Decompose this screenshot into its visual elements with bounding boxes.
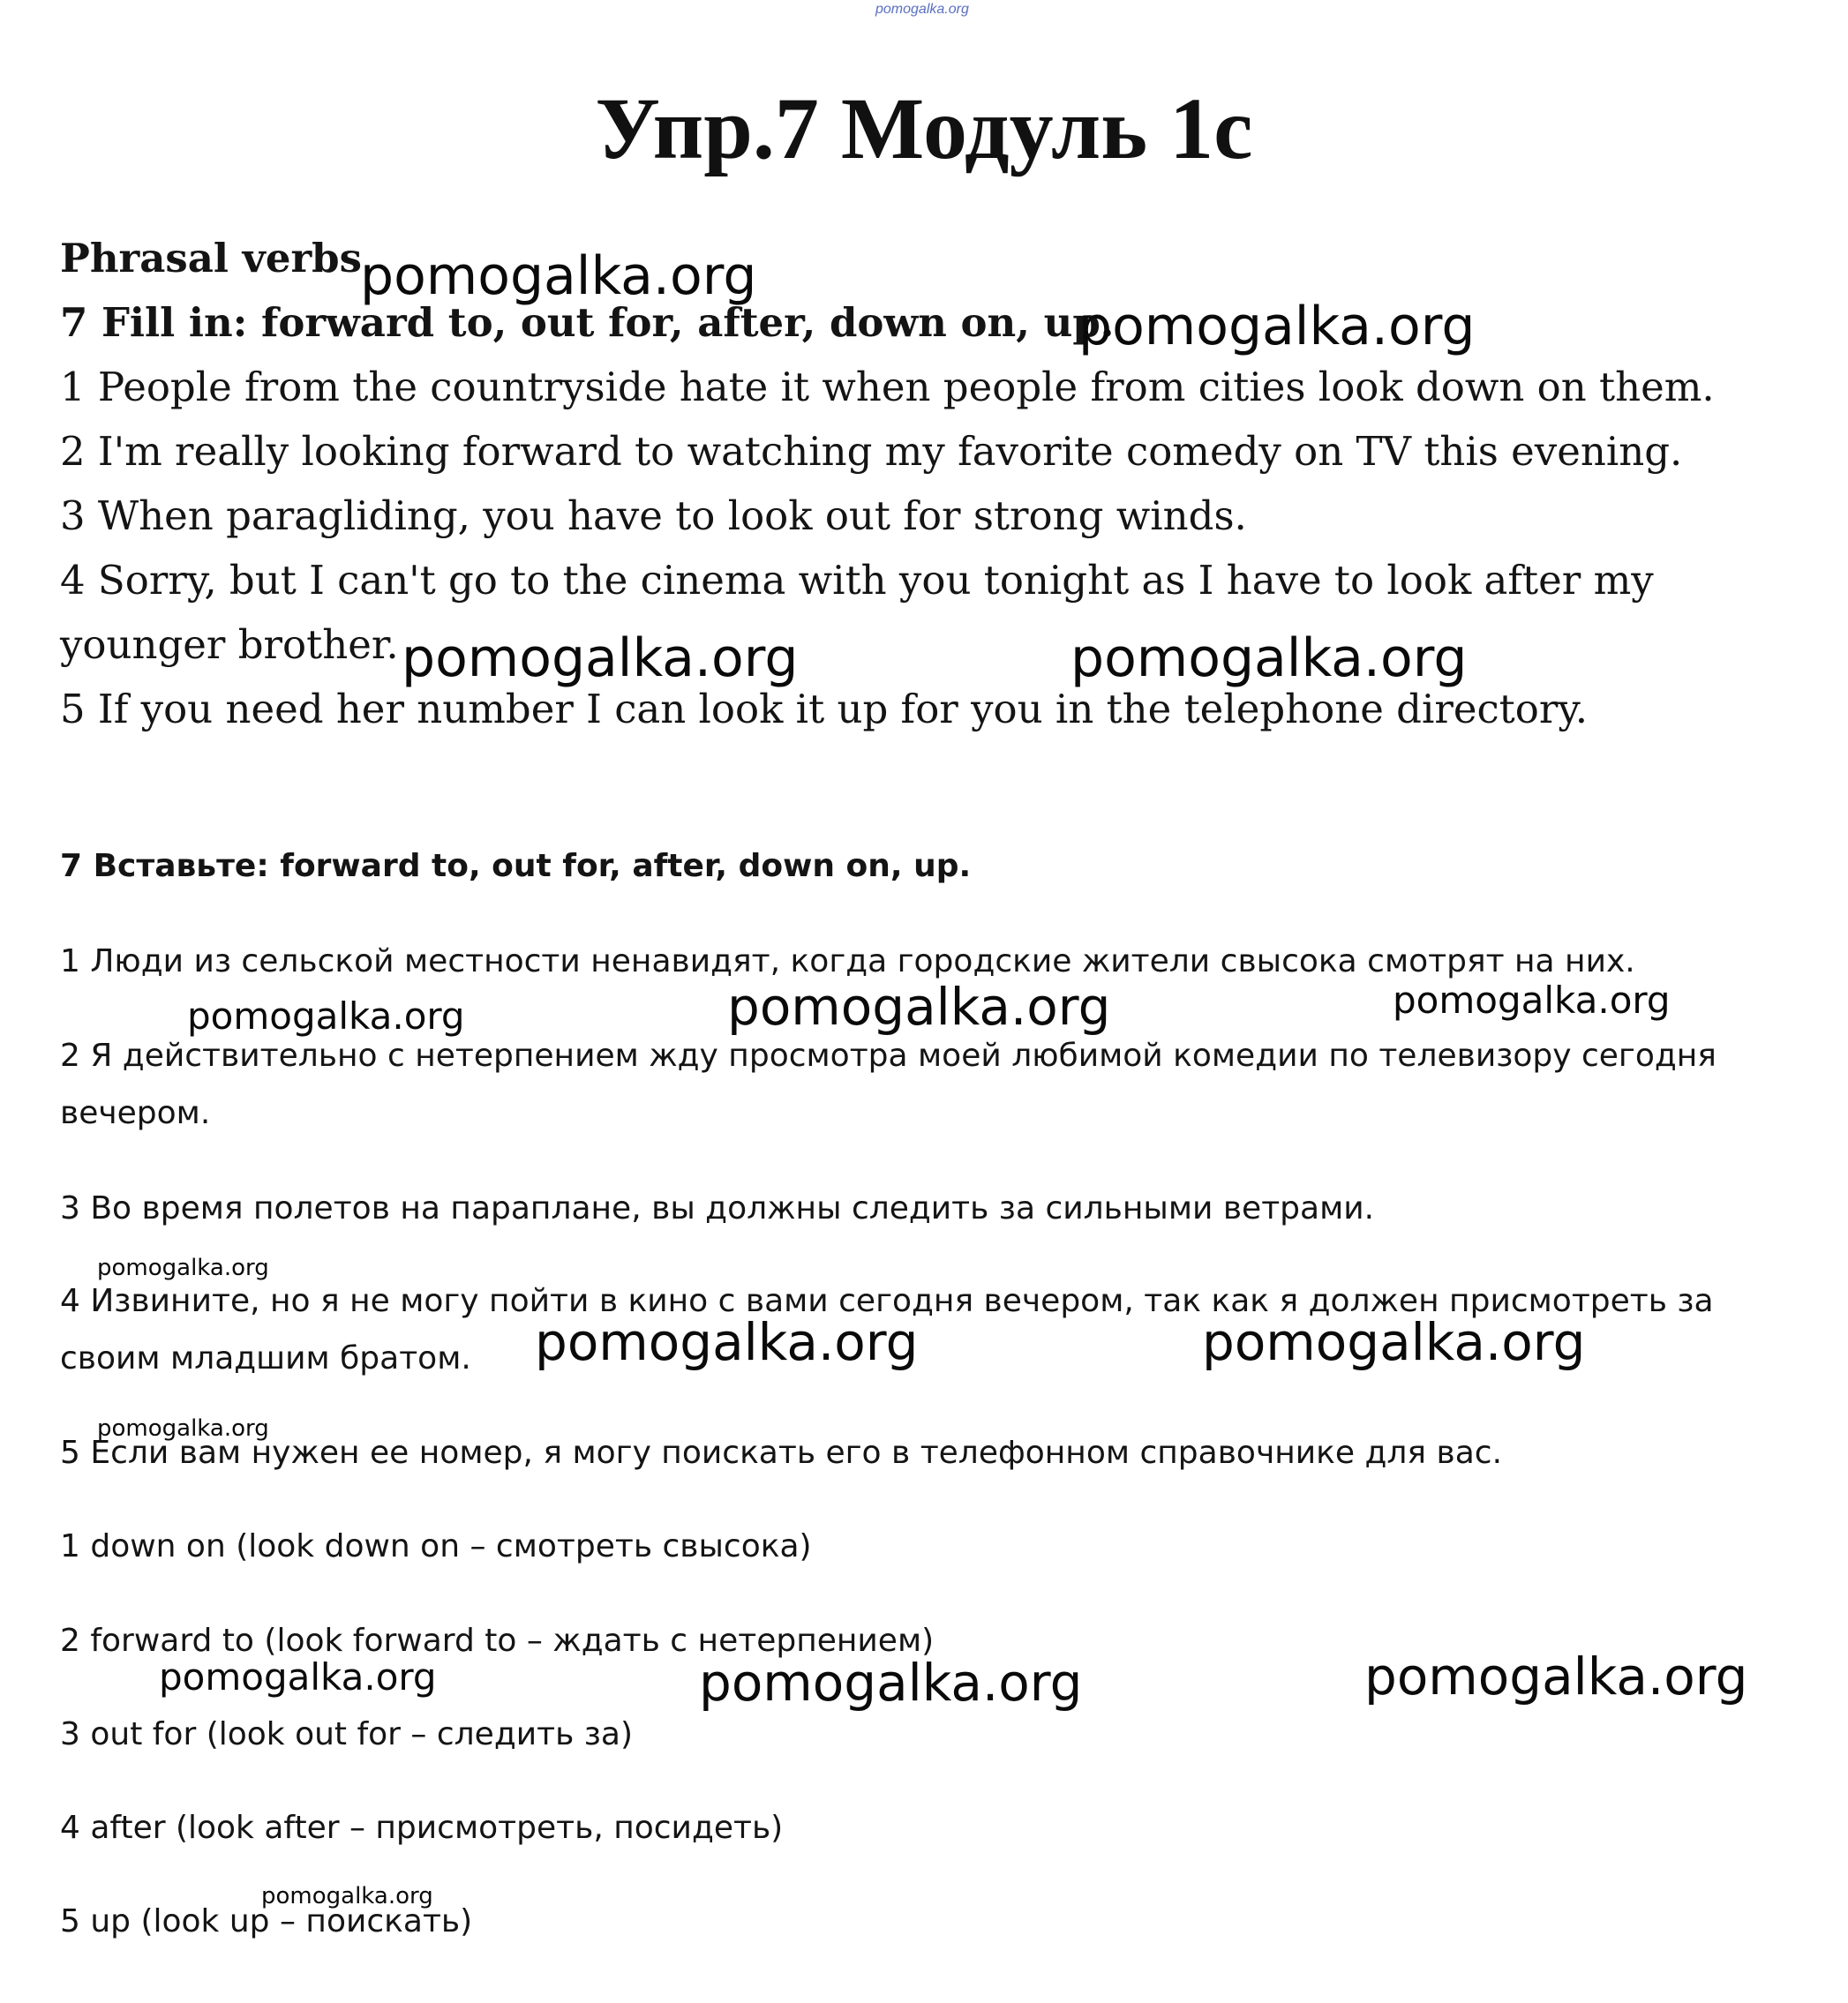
english-instruction: 7 Fill in: forward to, out for, after, down on, up. [60, 299, 1115, 346]
english-sentence-1: 1 People from the countryside hate it when people from cities look down on them. [60, 364, 1715, 410]
watermark: pomogalka.org [535, 1312, 919, 1372]
answer-4: 4 after (look after – присмотреть, посидеть) [60, 1810, 784, 1846]
watermark: pomogalka.org [402, 627, 799, 689]
english-sentence-5: 5 If you need her number I can look it up for you in the telephone directory. [60, 686, 1589, 732]
site-url-top: pomogalka.org [875, 2, 969, 17]
watermark: pomogalka.org [360, 245, 757, 307]
english-sentence-4: 4 Sorry, but I can't go to the cinema with you tonight as I have to look after my [60, 557, 1654, 604]
russian-sentence-4-cont: своим младшим братом. [60, 1340, 471, 1377]
watermark: pomogalka.org [1364, 1647, 1748, 1707]
english-sentence-3: 3 When paragliding, you have to look out for strong winds. [60, 492, 1247, 539]
watermark: pomogalka.org [261, 1883, 433, 1909]
watermark: pomogalka.org [1202, 1312, 1586, 1372]
watermark: pomogalka.org [159, 1655, 437, 1699]
section-heading: Phrasal verbs [60, 235, 362, 281]
russian-sentence-5: 5 Если вам нужен ее номер, я могу поискать его в телефонном справочнике для вас. [60, 1435, 1503, 1471]
watermark: pomogalka.org [699, 1653, 1083, 1713]
watermark: pomogalka.org [97, 1415, 269, 1442]
watermark: pomogalka.org [1078, 296, 1476, 357]
russian-sentence-2: 2 Я действительно с нетерпением жду просмотра моей любимой комедии по телевизору сегодня [60, 1038, 1717, 1074]
watermark: pomogalka.org [727, 977, 1111, 1037]
english-sentence-4-cont: younger brother. [60, 621, 399, 668]
russian-sentence-2-cont: вечером. [60, 1095, 211, 1131]
watermark: pomogalka.org [1070, 627, 1468, 689]
page-title: Упр.7 Модуль 1с [595, 79, 1253, 177]
english-sentence-2: 2 I'm really looking forward to watching my favorite comedy on TV this evening. [60, 428, 1683, 475]
answer-1: 1 down on (look down on – смотреть свысока) [60, 1528, 812, 1564]
answer-5: 5 up (look up – поискать) [60, 1903, 473, 1939]
answer-2: 2 forward to (look forward to – ждать с нетерпением) [60, 1623, 935, 1659]
answer-3: 3 out for (look out for – следить за) [60, 1716, 633, 1752]
watermark: pomogalka.org [97, 1255, 269, 1281]
russian-instruction: 7 Вставьте: forward to, out for, after, down on, up. [60, 848, 972, 884]
watermark: pomogalka.org [187, 994, 465, 1038]
russian-sentence-3: 3 Во время полетов на параплане, вы должны следить за сильными ветрами. [60, 1190, 1375, 1227]
watermark: pomogalka.org [1393, 979, 1671, 1022]
russian-sentence-1: 1 Люди из сельской местности ненавидят, когда городские жители свысока смотрят на них. [60, 943, 1635, 979]
russian-sentence-4: 4 Извините, но я не могу пойти в кино с вами сегодня вечером, так как я должен присмотреть за [60, 1283, 1714, 1319]
